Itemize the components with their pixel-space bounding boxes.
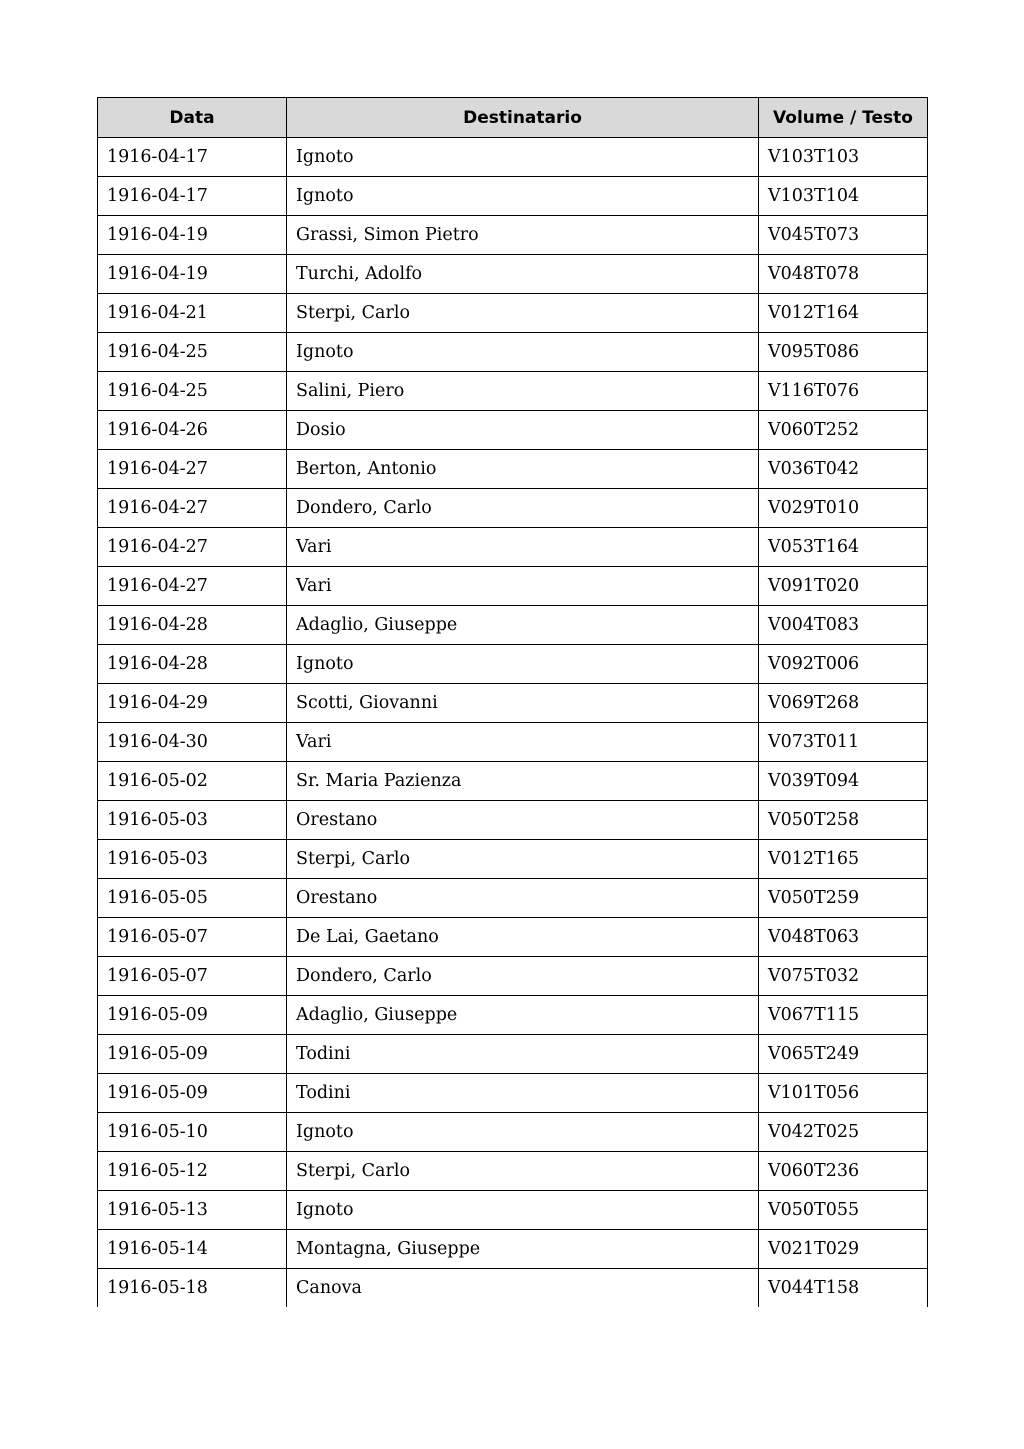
table-row xyxy=(98,333,928,372)
cell-data: 1916-04-17 xyxy=(98,138,287,177)
table-row xyxy=(98,723,928,762)
table-row xyxy=(98,1152,928,1191)
cell-volume-testo: V067T115 xyxy=(759,996,928,1035)
cell-volume-testo: V060T252 xyxy=(759,411,928,450)
cell-destinatario: Grassi, Simon Pietro xyxy=(287,216,759,255)
table-body xyxy=(98,138,928,1308)
cell-data: 1916-04-28 xyxy=(98,645,287,684)
cell-data: 1916-04-27 xyxy=(98,528,287,567)
cell-data: 1916-05-14 xyxy=(98,1230,287,1269)
table-row xyxy=(98,138,928,177)
cell-volume-testo: V053T164 xyxy=(759,528,928,567)
table-row xyxy=(98,1269,928,1308)
cell-destinatario: De Lai, Gaetano xyxy=(287,918,759,957)
cell-volume-testo: V045T073 xyxy=(759,216,928,255)
table-row xyxy=(98,489,928,528)
cell-destinatario: Ignoto xyxy=(287,177,759,216)
table-row xyxy=(98,996,928,1035)
cell-volume-testo: V048T078 xyxy=(759,255,928,294)
cell-volume-testo: V004T083 xyxy=(759,606,928,645)
table-row xyxy=(98,606,928,645)
cell-data: 1916-05-05 xyxy=(98,879,287,918)
cell-destinatario: Berton, Antonio xyxy=(287,450,759,489)
cell-data: 1916-05-18 xyxy=(98,1269,287,1308)
table-row xyxy=(98,411,928,450)
cell-data: 1916-05-09 xyxy=(98,1074,287,1113)
cell-volume-testo: V092T006 xyxy=(759,645,928,684)
table-row xyxy=(98,957,928,996)
cell-destinatario: Todini xyxy=(287,1035,759,1074)
table-row xyxy=(98,528,928,567)
table-row xyxy=(98,879,928,918)
cell-destinatario: Ignoto xyxy=(287,645,759,684)
cell-volume-testo: V103T103 xyxy=(759,138,928,177)
table-row xyxy=(98,684,928,723)
cell-volume-testo: V103T104 xyxy=(759,177,928,216)
cell-volume-testo: V060T236 xyxy=(759,1152,928,1191)
cell-volume-testo: V042T025 xyxy=(759,1113,928,1152)
cell-destinatario: Dondero, Carlo xyxy=(287,957,759,996)
cell-data: 1916-04-17 xyxy=(98,177,287,216)
cell-volume-testo: V091T020 xyxy=(759,567,928,606)
table-row xyxy=(98,450,928,489)
cell-volume-testo: V101T056 xyxy=(759,1074,928,1113)
cell-destinatario: Sr. Maria Pazienza xyxy=(287,762,759,801)
table-row xyxy=(98,1191,928,1230)
cell-destinatario: Ignoto xyxy=(287,333,759,372)
cell-data: 1916-04-30 xyxy=(98,723,287,762)
cell-volume-testo: V044T158 xyxy=(759,1269,928,1308)
cell-data: 1916-05-09 xyxy=(98,1035,287,1074)
table-row xyxy=(98,762,928,801)
cell-destinatario: Sterpi, Carlo xyxy=(287,1152,759,1191)
header-volume-testo: Volume / Testo xyxy=(759,98,928,138)
table-row xyxy=(98,294,928,333)
cell-destinatario: Vari xyxy=(287,567,759,606)
table-row xyxy=(98,567,928,606)
cell-volume-testo: V116T076 xyxy=(759,372,928,411)
cell-destinatario: Ignoto xyxy=(287,1191,759,1230)
table-row xyxy=(98,1035,928,1074)
cell-volume-testo: V029T010 xyxy=(759,489,928,528)
cell-volume-testo: V073T011 xyxy=(759,723,928,762)
cell-destinatario: Ignoto xyxy=(287,138,759,177)
table-header xyxy=(98,98,928,138)
cell-volume-testo: V012T164 xyxy=(759,294,928,333)
cell-data: 1916-05-02 xyxy=(98,762,287,801)
cell-volume-testo: V050T259 xyxy=(759,879,928,918)
header-row xyxy=(98,98,928,138)
cell-data: 1916-04-28 xyxy=(98,606,287,645)
cell-destinatario: Sterpi, Carlo xyxy=(287,294,759,333)
cell-volume-testo: V021T029 xyxy=(759,1230,928,1269)
cell-data: 1916-05-09 xyxy=(98,996,287,1035)
cell-volume-testo: V065T249 xyxy=(759,1035,928,1074)
cell-data: 1916-04-21 xyxy=(98,294,287,333)
cell-volume-testo: V012T165 xyxy=(759,840,928,879)
cell-volume-testo: V039T094 xyxy=(759,762,928,801)
table-row xyxy=(98,1074,928,1113)
table-row xyxy=(98,1113,928,1152)
cell-destinatario: Vari xyxy=(287,723,759,762)
cell-data: 1916-05-07 xyxy=(98,918,287,957)
cell-data: 1916-05-03 xyxy=(98,840,287,879)
cell-volume-testo: V069T268 xyxy=(759,684,928,723)
table-row xyxy=(98,177,928,216)
cell-data: 1916-04-27 xyxy=(98,567,287,606)
cell-volume-testo: V050T258 xyxy=(759,801,928,840)
cell-destinatario: Adaglio, Giuseppe xyxy=(287,996,759,1035)
cell-destinatario: Dondero, Carlo xyxy=(287,489,759,528)
header-destinatario: Destinatario xyxy=(287,98,759,138)
cell-destinatario: Orestano xyxy=(287,801,759,840)
table-row xyxy=(98,840,928,879)
cell-destinatario: Montagna, Giuseppe xyxy=(287,1230,759,1269)
cell-volume-testo: V048T063 xyxy=(759,918,928,957)
cell-data: 1916-04-25 xyxy=(98,372,287,411)
header-data: Data xyxy=(98,98,287,138)
cell-data: 1916-04-26 xyxy=(98,411,287,450)
cell-destinatario: Salini, Piero xyxy=(287,372,759,411)
cell-destinatario: Turchi, Adolfo xyxy=(287,255,759,294)
table-row xyxy=(98,918,928,957)
cell-volume-testo: V050T055 xyxy=(759,1191,928,1230)
cell-destinatario: Scotti, Giovanni xyxy=(287,684,759,723)
table-row xyxy=(98,372,928,411)
cell-destinatario: Dosio xyxy=(287,411,759,450)
cell-data: 1916-05-12 xyxy=(98,1152,287,1191)
cell-data: 1916-05-03 xyxy=(98,801,287,840)
cell-volume-testo: V095T086 xyxy=(759,333,928,372)
cell-data: 1916-05-13 xyxy=(98,1191,287,1230)
cell-destinatario: Canova xyxy=(287,1269,759,1308)
cell-data: 1916-04-27 xyxy=(98,489,287,528)
cell-destinatario: Sterpi, Carlo xyxy=(287,840,759,879)
table-row xyxy=(98,801,928,840)
cell-volume-testo: V036T042 xyxy=(759,450,928,489)
cell-destinatario: Adaglio, Giuseppe xyxy=(287,606,759,645)
cell-destinatario: Vari xyxy=(287,528,759,567)
letters-table xyxy=(97,97,928,1307)
table-row xyxy=(98,1230,928,1269)
cell-data: 1916-05-10 xyxy=(98,1113,287,1152)
table-row xyxy=(98,645,928,684)
cell-destinatario: Orestano xyxy=(287,879,759,918)
cell-destinatario: Todini xyxy=(287,1074,759,1113)
table-row xyxy=(98,255,928,294)
cell-volume-testo: V075T032 xyxy=(759,957,928,996)
cell-data: 1916-04-27 xyxy=(98,450,287,489)
cell-data: 1916-04-19 xyxy=(98,255,287,294)
cell-data: 1916-04-25 xyxy=(98,333,287,372)
cell-data: 1916-04-19 xyxy=(98,216,287,255)
cell-destinatario: Ignoto xyxy=(287,1113,759,1152)
table-row xyxy=(98,216,928,255)
cell-data: 1916-05-07 xyxy=(98,957,287,996)
cell-data: 1916-04-29 xyxy=(98,684,287,723)
